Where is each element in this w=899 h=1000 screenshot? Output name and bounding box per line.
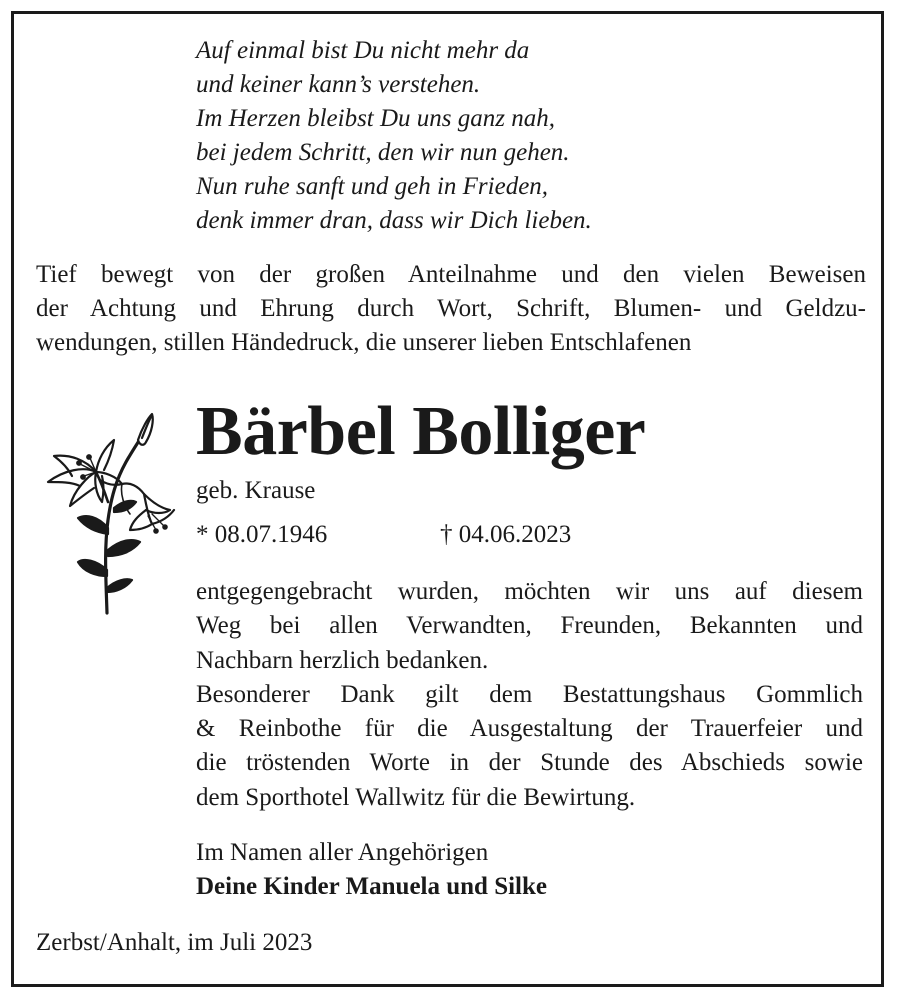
poem-line: Im Herzen bleibst Du uns ganz nah, — [196, 105, 556, 132]
thanks-paragraph — [196, 575, 863, 815]
poem — [196, 34, 592, 238]
body-line: die tröstenden Worte in der Stunde des Abschieds sowie — [196, 749, 863, 777]
place-date: Zerbst/Anhalt, im Juli 2023 — [36, 929, 313, 956]
body-line: dem Sporthotel Wallwitz für die Bewirtung. — [196, 783, 636, 811]
intro-line: der Achtung und Ehrung durch Wort, Schrift, Blumen- und Geldzu- — [36, 295, 866, 322]
death-date: † 04.06.2023 — [440, 521, 572, 548]
intro-line: wendungen, stillen Händedruck, die unserer lieben Entschlafenen — [36, 329, 692, 356]
body-line: entgegengebracht wurden, möchten wir uns auf diesem — [196, 578, 863, 605]
poem-line: bei jedem Schritt, den wir nun gehen. — [196, 139, 570, 166]
deceased-name: Bärbel Bolliger — [196, 393, 646, 470]
poem-line: Nun ruhe sanft und geh in Frieden, — [196, 173, 549, 200]
body-line: Nachbarn herzlich bedanken. — [196, 646, 489, 674]
body-line: Besonderer Dank gilt dem Bestattungshaus Gommlich — [196, 680, 863, 708]
poem-line: und keiner kann’s verstehen. — [196, 71, 481, 98]
lily-icon — [34, 410, 184, 615]
poem-line: denk immer dran, dass wir Dich lieben. — [196, 207, 592, 234]
intro-line: Tief bewegt von der großen Anteilnahme und den vielen Beweisen — [36, 261, 866, 288]
body-line: & Reinbothe für die Ausgestaltung der Trauerfeier und — [196, 715, 863, 743]
closing-line: Im Namen aller Angehörigen — [196, 839, 489, 866]
poem-line: Auf einmal bist Du nicht mehr da — [196, 37, 530, 64]
intro-paragraph — [36, 258, 866, 360]
body-line: Weg bei allen Verwandten, Freunden, Bekannten und — [196, 612, 863, 640]
maiden-name: geb. Krause — [196, 477, 316, 504]
birth-date: * 08.07.1946 — [196, 521, 328, 548]
signers: Deine Kinder Manuela und Silke — [196, 873, 547, 900]
